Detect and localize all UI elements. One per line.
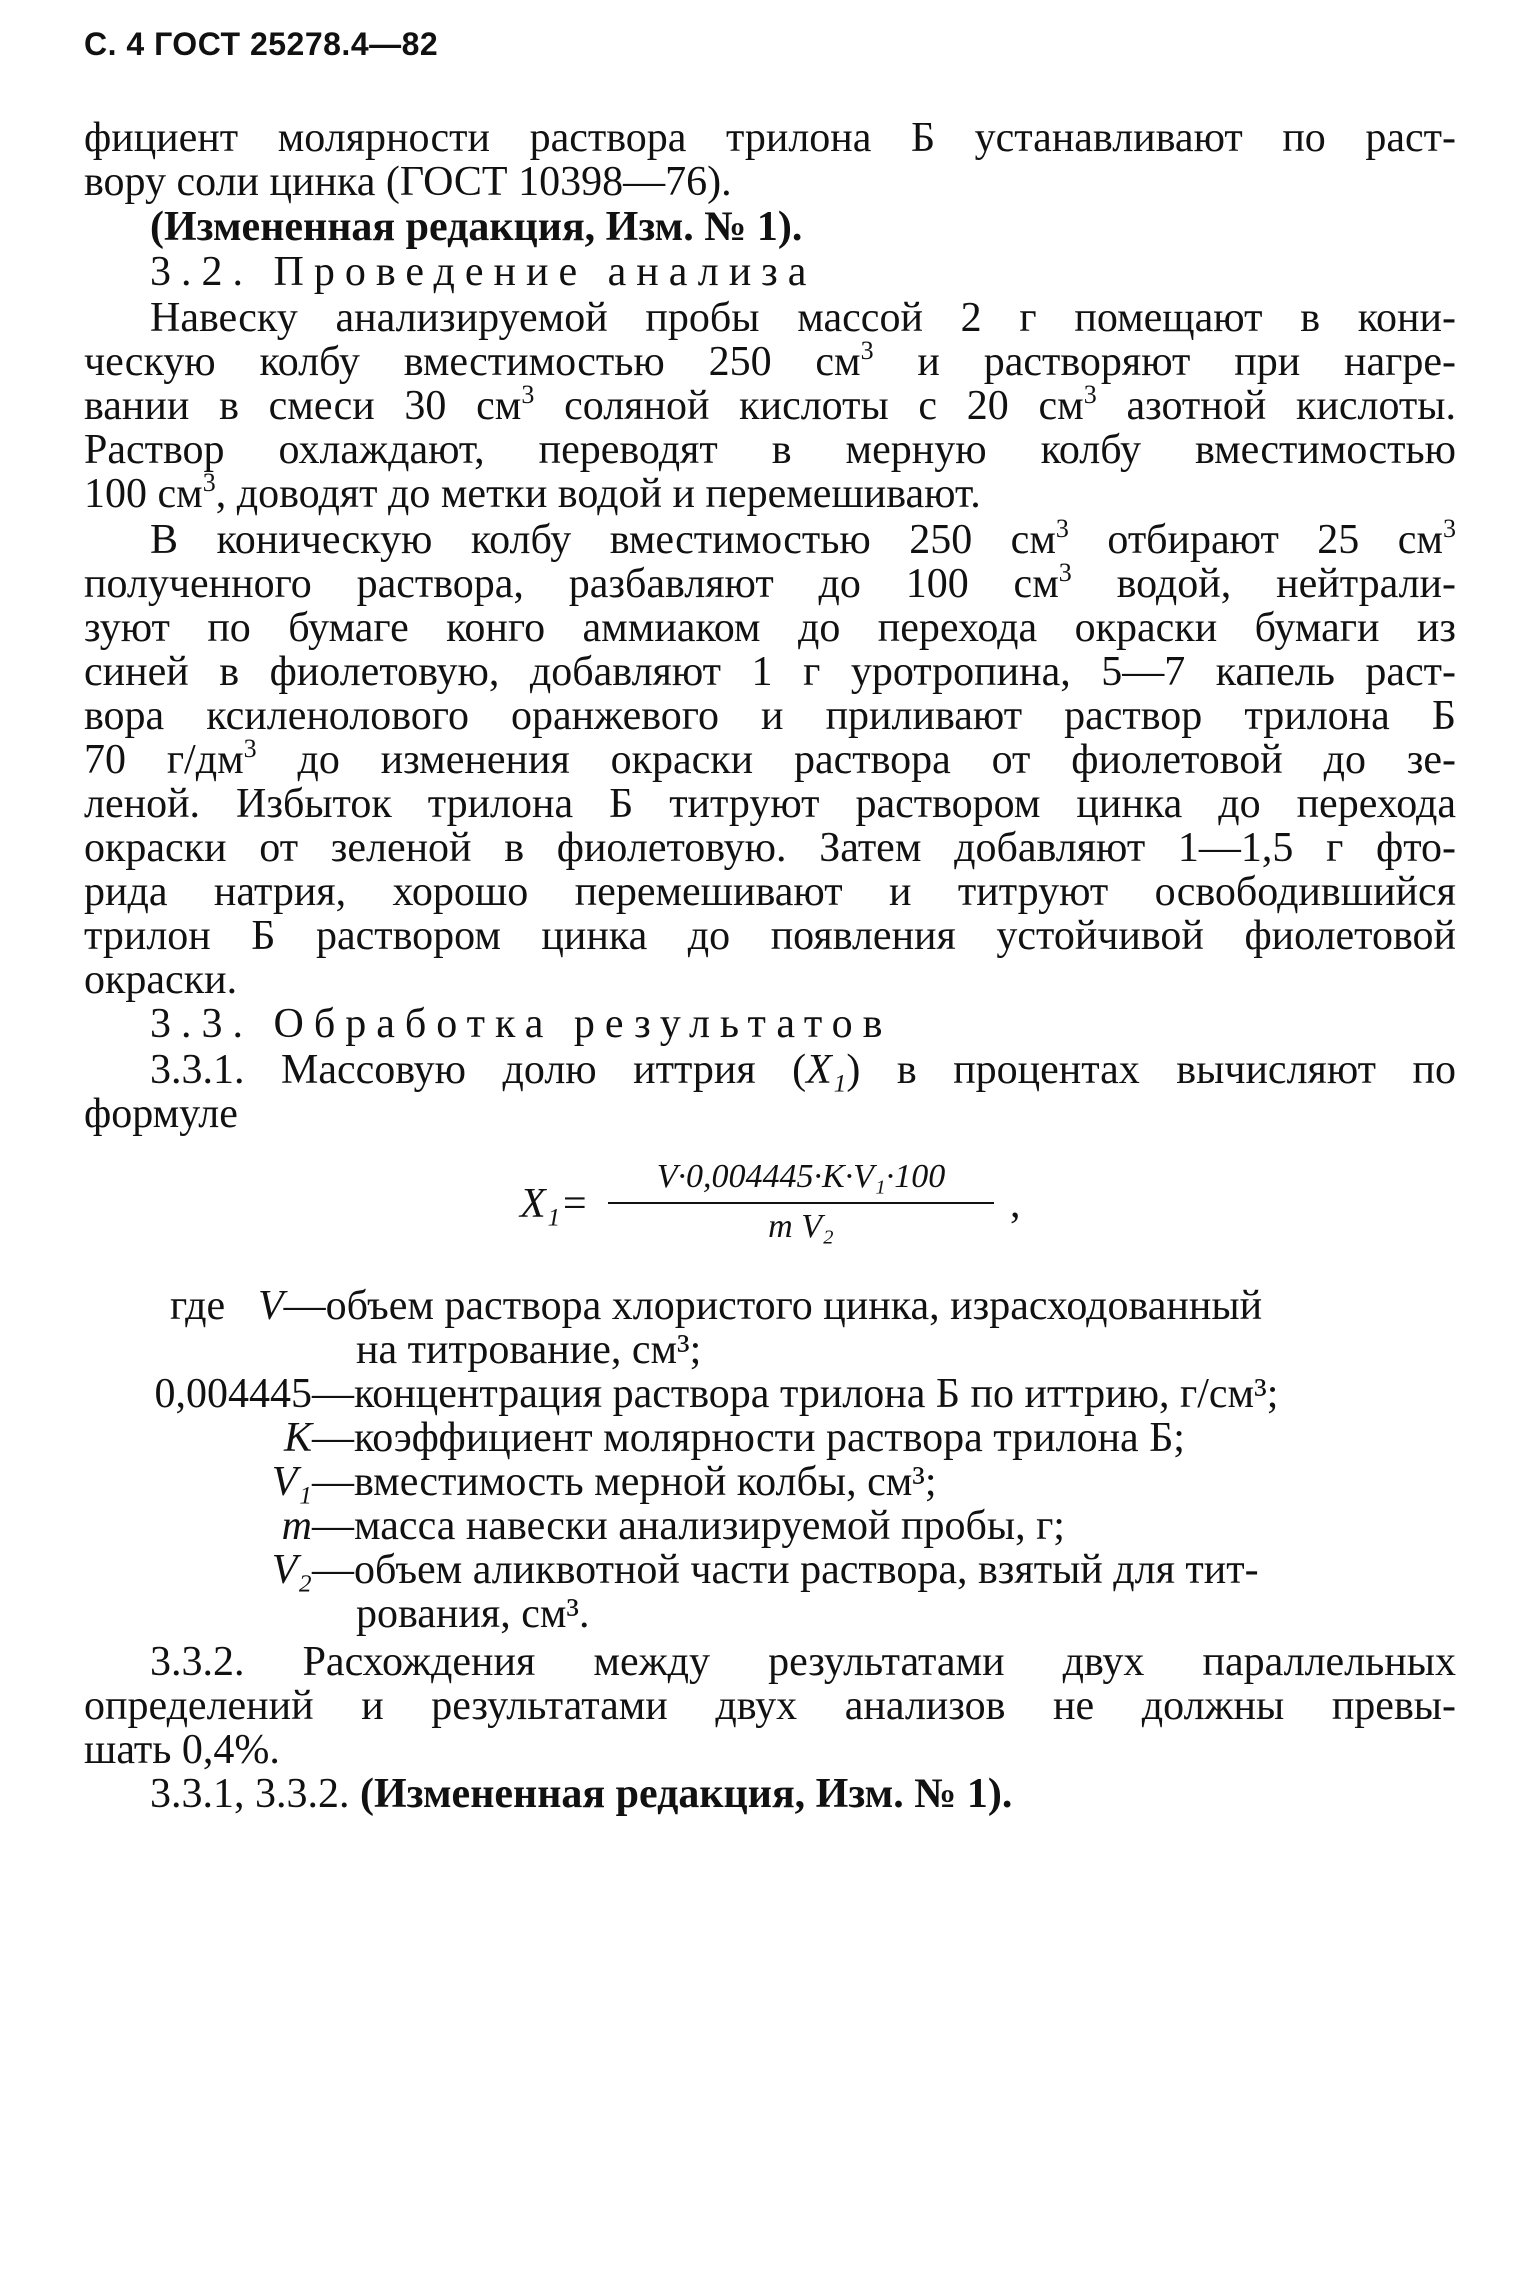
definition-desc: концентрация раствора трилона Б по иттрию, г/см³;: [354, 1371, 1279, 1417]
definition-term: 0,004445: [154, 1371, 312, 1417]
text-line: формуле: [84, 1091, 238, 1137]
definition-desc: масса навески анализируемой пробы, г;: [354, 1503, 1065, 1549]
text-line: вора ксиленолового оранжевого и приливают раствор трилона Б: [84, 693, 1456, 739]
text-line: Навеску анализируемой пробы массой 2 г помещают в кони-: [150, 295, 1456, 341]
text-line: определений и результатами двух анализов не должны превы-: [84, 1683, 1456, 1729]
text-line: синей в фиолетовую, добавляют 1 г уротропина, 5—7 капель раст-: [84, 649, 1456, 695]
text-line: фициент молярности раствора трилона Б устанавливают по раст-: [84, 115, 1456, 161]
text-line: вору соли цинка (ГОСТ 10398—76).: [84, 159, 732, 205]
definition-desc: коэффициент молярности раствора трилона Б;: [354, 1415, 1185, 1461]
text-line: зуют по бумаге конго аммиаком до перехода окраски бумаги из: [84, 605, 1456, 651]
definition-row: [126, 1416, 1185, 1460]
definition-desc: объем аликвотной части раствора, взятый для тит-: [354, 1547, 1259, 1593]
text-line: 100 $см^3$, доводят до метки водой и перемешивают.: [84, 468, 981, 517]
page-header: С. 4 ГОСТ 25278.4—82: [84, 26, 439, 62]
definition-dash: —: [312, 1503, 354, 1549]
text-line: Раствор охлаждают, переводят в мерную колбу вместимостью: [84, 427, 1456, 473]
text-line: рида натрия, хорошо перемешивают и титруют освободившийся: [84, 869, 1456, 915]
definition-dash: —: [312, 1547, 354, 1593]
definition-dash: —: [312, 1459, 354, 1505]
section-heading: 3.3. Обработка результатов: [150, 1001, 893, 1047]
amendment-note: 3.3.1, 3.3.2. (Измененная редакция, Изм. № 1).: [150, 1771, 1013, 1817]
definition-term: V₂: [271, 1547, 312, 1593]
formula-lhs: X₁=: [520, 1181, 589, 1227]
definition-dash: —: [312, 1415, 354, 1461]
text-line: леной. Избыток трилона Б титруют раствором цинка до перехода: [84, 781, 1456, 827]
formula-fraction: [608, 1158, 994, 1246]
definition-desc: объем раствора хлористого цинка, израсходованный: [325, 1283, 1263, 1329]
formula-comma: ,: [1010, 1181, 1021, 1227]
formula: [520, 1158, 1080, 1258]
text-line: ческую колбу вместимостью 250 $см^3$ и растворяют при нагре-: [84, 336, 1456, 385]
text-line: вании в смеси 30 $см^3$ соляной кислоты с 20 $см^3$ азотной кислоты.: [84, 380, 1456, 429]
definition-desc-continued: на титрование, см³;: [356, 1327, 702, 1373]
text-line: 70 $г/дм^3$ до изменения окраски раствора от фиолетовой до зе-: [84, 734, 1457, 783]
text-line: шать 0,4%.: [84, 1727, 280, 1773]
text-line: трилон Б раствором цинка до появления устойчивой фиолетовой: [84, 913, 1456, 959]
definition-term: K: [283, 1415, 312, 1461]
definition-dash: —: [283, 1283, 326, 1329]
formula-denominator: m V₂: [768, 1208, 834, 1245]
formula-numerator: V·0,004445·K·V₁·100: [656, 1158, 946, 1195]
text-line: окраски.: [84, 957, 238, 1003]
definition-desc: вместимость мерной колбы, см³;: [354, 1459, 937, 1505]
fraction-bar: [608, 1202, 994, 1204]
definition-term: V₁: [271, 1459, 312, 1505]
amendment-note: (Измененная редакция, Изм. № 1).: [150, 204, 803, 250]
definition-row: [170, 1284, 1262, 1328]
definition-term: V: [258, 1283, 284, 1329]
definition-term: m: [281, 1503, 312, 1549]
definition-desc-continued: рования, см³.: [356, 1591, 590, 1637]
definition-row: [126, 1504, 1065, 1548]
definition-row: [126, 1372, 1278, 1416]
section-heading: 3.2. Проведение анализа: [150, 249, 817, 295]
text-line: полученного раствора, разбавляют до 100 $см^3$ водой, нейтрали-: [84, 558, 1456, 607]
definition-dash: —: [312, 1371, 354, 1417]
where-label: где: [170, 1283, 226, 1329]
text-line: 3.3.2. Расхождения между результатами двух параллельных: [150, 1639, 1456, 1685]
text-line: окраски от зеленой в фиолетовую. Затем добавляют 1—1,5 г фто-: [84, 825, 1456, 871]
text-line: В коническую колбу вместимостью 250 $см^3$ отбирают 25 $см^3$: [150, 514, 1456, 563]
definition-row: [126, 1548, 1259, 1592]
definition-row: [126, 1460, 937, 1504]
text-line: 3.3.1. Массовую долю иттрия (X₁) в процентах вычисляют по: [150, 1047, 1456, 1093]
